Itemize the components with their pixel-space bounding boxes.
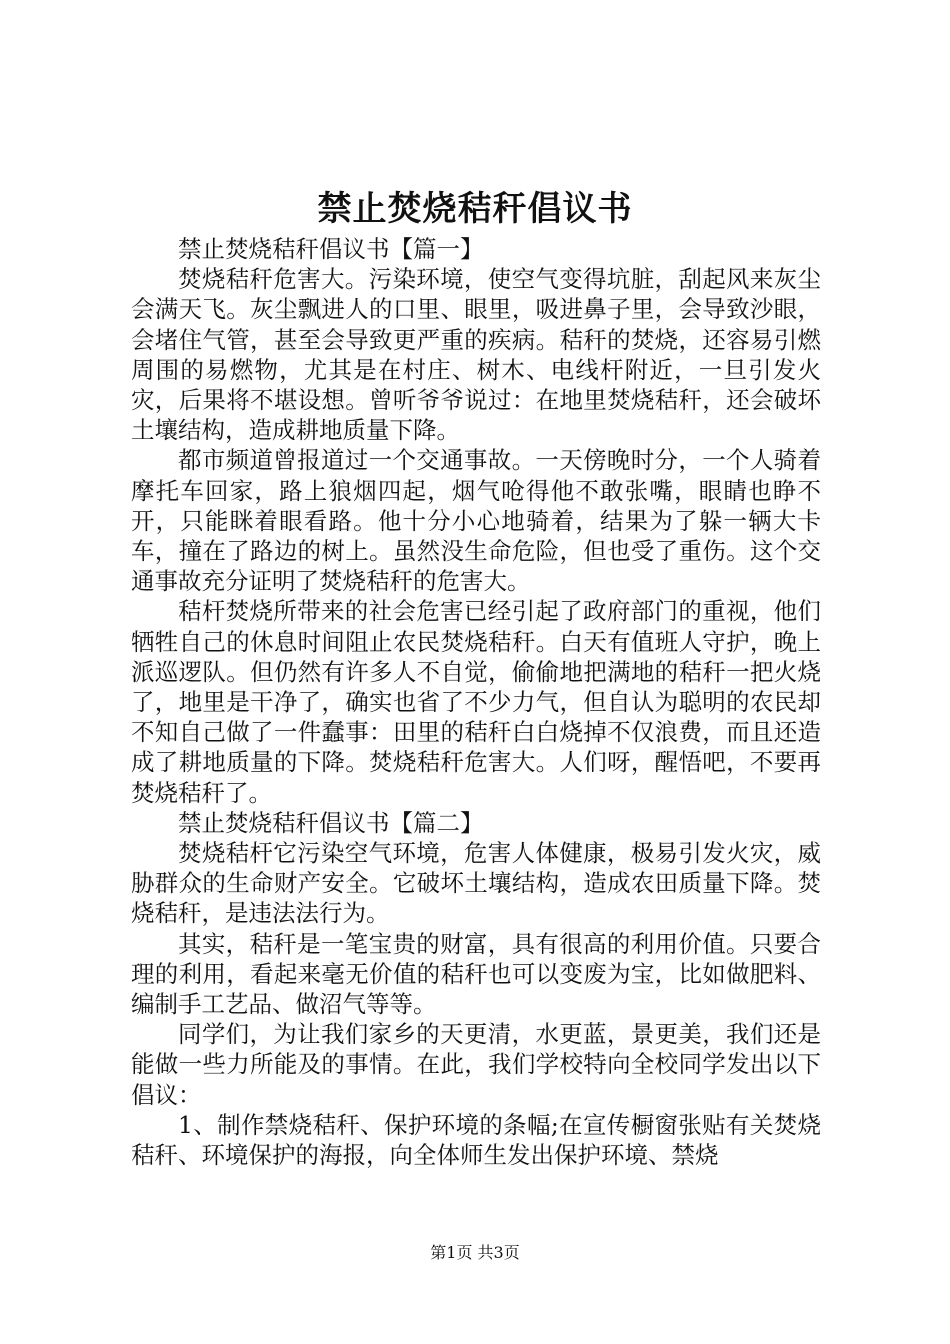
paragraph: 1、制作禁烧秸秆、保护环境的条幅;在宣传橱窗张贴有关焚烧秸秆、环境保护的海报，向全体师生发出保护环境、禁烧 (131, 1110, 821, 1170)
paragraph: 都市频道曾报道过一个交通事故。一天傍晚时分，一个人骑着摩托车回家，路上狼烟四起，烟气呛得他不敢张嘴，眼睛也睁不开，只能眯着眼看路。他十分小心地骑着，结果为了躲一辆大卡车，撞在了路边的树上。虽然没生命危险，但也受了重伤。这个交通事故充分证明了焚烧秸秆的危害大。 (131, 446, 821, 596)
section-heading-1: 禁止焚烧秸秆倡议书【篇一】 (178, 235, 484, 263)
page-number-footer: 第1页 共3页 (430, 1243, 520, 1262)
paragraph: 焚烧秸秆危害大。污染环境，使空气变得坑脏，刮起风来灰尘会满天飞。灰尘飘进人的口里、眼里，吸进鼻子里，会导致沙眼，会堵住气管，甚至会导致更严重的疾病。秸秆的焚烧，还容易引燃周围的易燃物，尤其是在村庄、树木、电线杆附近，一旦引发火灾，后果将不堪设想。曾听爷爷说过：在地里焚烧秸秆，还会破坏土壤结构，造成耕地质量下降。 (131, 265, 821, 445)
section-heading-2: 禁止焚烧秸秆倡议书【篇二】 (178, 808, 484, 837)
paragraph: 秸杆焚烧所带来的社会危害已经引起了政府部门的重视，他们牺牲自己的休息时间阻止农民焚烧秸秆。白天有值班人守护，晚上派巡逻队。但仍然有许多人不自觉，偷偷地把满地的秸秆一把火烧了，地里是干净了，确实也省了不少力气，但自认为聪明的农民却不知自己做了一件蠢事：田里的秸秆白白烧掉不仅浪费，而且还造成了耕地质量的下降。焚烧秸秆危害大。人们呀，醒悟吧，不要再焚烧秸秆了。 (131, 597, 821, 807)
paragraph: 焚烧秸杆它污染空气环境，危害人体健康，极易引发火灾，威胁群众的生命财产安全。它破坏土壤结构，造成农田质量下降。焚烧秸秆，是违法法行为。 (131, 839, 821, 928)
paragraph: 其实，秸秆是一笔宝贵的财富，具有很高的利用价值。只要合理的利用，看起来毫无价值的秸秆也可以变废为宝，比如做肥料、编制手工艺品、做沼气等等。 (131, 929, 821, 1019)
document-title: 禁止焚烧秸秆倡议书 (317, 189, 633, 229)
paragraph: 同学们，为让我们家乡的天更清，水更蓝，景更美，我们还是能做一些力所能及的事情。在此，我们学校特向全校同学发出以下倡议： (131, 1020, 821, 1109)
document-body (131, 234, 821, 1170)
